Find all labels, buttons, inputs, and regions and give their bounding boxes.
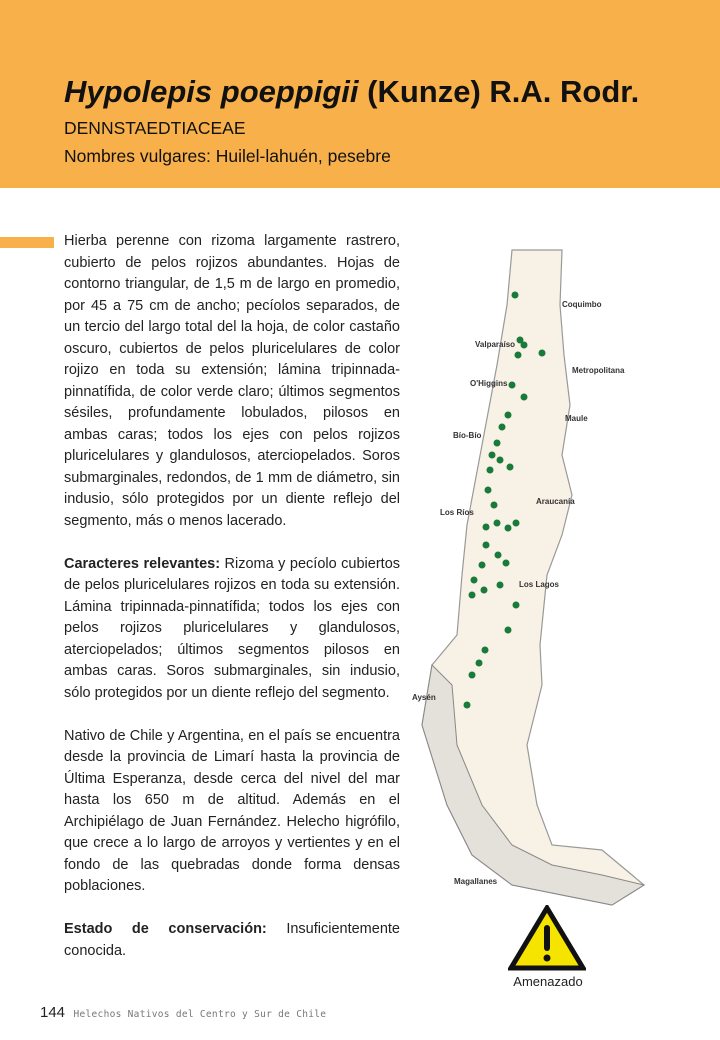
- occurrence-dot: [482, 647, 489, 654]
- body-text: [64, 231, 400, 962]
- relevant-text: Rizoma y pecíolo cubiertos de pelos pluricelulares rojizos en toda su extensión. Lámina tripinnada-pinnatífida; todos los ejes con pelos rojizos pluricelulares y glandulosos, aterciopelados; últimos segmentos pilosos en ambas caras. Soros submarginales, sin indusio, sólo protegidos por un diente reflejo del segmento.: [64, 555, 401, 701]
- relevant-label: Caracteres relevantes:: [64, 555, 221, 572]
- region-label: Magallanes: [454, 877, 498, 886]
- occurrence-dot: [487, 467, 494, 474]
- conservation-paragraph: [64, 919, 400, 962]
- occurrence-dot: [507, 464, 514, 471]
- distribution-paragraph: Nativo de Chile y Argentina, en el país se encuentra desde la provincia de Limarí hasta la provincia de Última Esperanza, desde cerca del nivel del mar hasta los 650 m de altitud. Además en el Archipiélago de Juan Fernández. Helecho higrófilo, que crece a lo largo de arroyos y vertientes y en el fondo de las quebradas donde forma densas poblaciones.: [64, 727, 400, 894]
- occurrence-dot: [494, 440, 501, 447]
- occurrence-dot: [505, 627, 512, 634]
- occurrence-dot: [471, 577, 478, 584]
- conservation-label: Estado de conservación:: [64, 921, 267, 937]
- occurrence-dot: [512, 292, 519, 299]
- region-label: Bío-Bío: [453, 431, 482, 440]
- occurrence-dot: [497, 582, 504, 589]
- species-name: Hypolepis poeppigii: [64, 74, 359, 109]
- occurrence-dot: [503, 560, 510, 567]
- occurrence-dot: [469, 672, 476, 679]
- book-title: Helechos Nativos del Centro y Sur de Chile: [73, 1009, 327, 1020]
- region-label: Los Ríos: [440, 508, 474, 517]
- status-label: Amenazado: [513, 974, 583, 989]
- header-band: [0, 0, 720, 188]
- occurrence-dot: [521, 342, 528, 349]
- occurrence-dot: [509, 382, 516, 389]
- occurrence-dot: [481, 587, 488, 594]
- occurrence-dot: [485, 487, 492, 494]
- relevant-characters-paragraph: [64, 554, 400, 705]
- region-label: O'Higgins: [470, 379, 508, 388]
- occurrence-dot: [505, 412, 512, 419]
- occurrence-dot: [476, 660, 483, 667]
- region-label: Los Lagos: [519, 580, 560, 589]
- region-label: Valparaíso: [475, 340, 516, 349]
- occurrence-dot: [479, 562, 486, 569]
- warning-icon: [508, 905, 586, 971]
- occurrence-dot: [513, 602, 520, 609]
- region-label: Araucanía: [536, 497, 575, 506]
- occurrence-dot: [495, 552, 502, 559]
- distribution-map: [412, 245, 662, 915]
- occurrence-dot: [515, 352, 522, 359]
- page-number: 144: [40, 1004, 66, 1021]
- occurrence-dot: [491, 502, 498, 509]
- accent-bar: [0, 237, 54, 248]
- occurrence-dot: [489, 452, 496, 459]
- description-paragraph: Hierba perenne con rizoma largamente rastrero, cubierto de pelos rojizos abundantes. Hojas de contorno triangular, de 1,5 m de largo en promedio, por 45 a 75 cm de ancho; pecíolos separados, de un tercio del largo total del la hoja, de color castaño oscuro, cubiertos de pelos pluricelulares de color rojizo en toda su extensión; lámina tripinnada-pinnatífida, de color verde claro; últimos segmentos sésiles, profundamente lobulados, pilosos en ambas caras; todos los ejes con pelos rojizos pluricelulares y glandulosos, aterciopelados. Soros submarginales, redondos, de 1 mm de diámetro, sin indusio, sólo protegidos por un diente reflejo del segmento, más o menos lacerado.: [64, 233, 400, 529]
- occurrence-dot: [539, 350, 546, 357]
- species-author: (Kunze) R.A. Rodr.: [358, 74, 640, 109]
- occurrence-dot: [483, 524, 490, 531]
- occurrence-dot: [497, 457, 504, 464]
- occurrence-dot: [499, 424, 506, 431]
- region-label: Aysén: [412, 693, 436, 702]
- region-label: Maule: [565, 414, 588, 423]
- occurrence-dot: [494, 520, 501, 527]
- occurrence-dot: [505, 525, 512, 532]
- footer: [40, 1004, 326, 1022]
- common-names: Nombres vulgares: Huilel-lahuén, pesebre: [64, 146, 391, 166]
- occurrence-dot: [483, 542, 490, 549]
- region-label: Coquimbo: [562, 300, 602, 309]
- conservation-text: Insuficientemente conocida.: [64, 921, 400, 959]
- occurrence-dot: [513, 520, 520, 527]
- occurrence-dot: [464, 702, 471, 709]
- occurrence-dot: [469, 592, 476, 599]
- region-label: Metropolitana: [572, 366, 625, 375]
- family-name: DENNSTAEDTIACEAE: [64, 118, 246, 138]
- species-title: [64, 74, 639, 110]
- occurrence-dot: [521, 394, 528, 401]
